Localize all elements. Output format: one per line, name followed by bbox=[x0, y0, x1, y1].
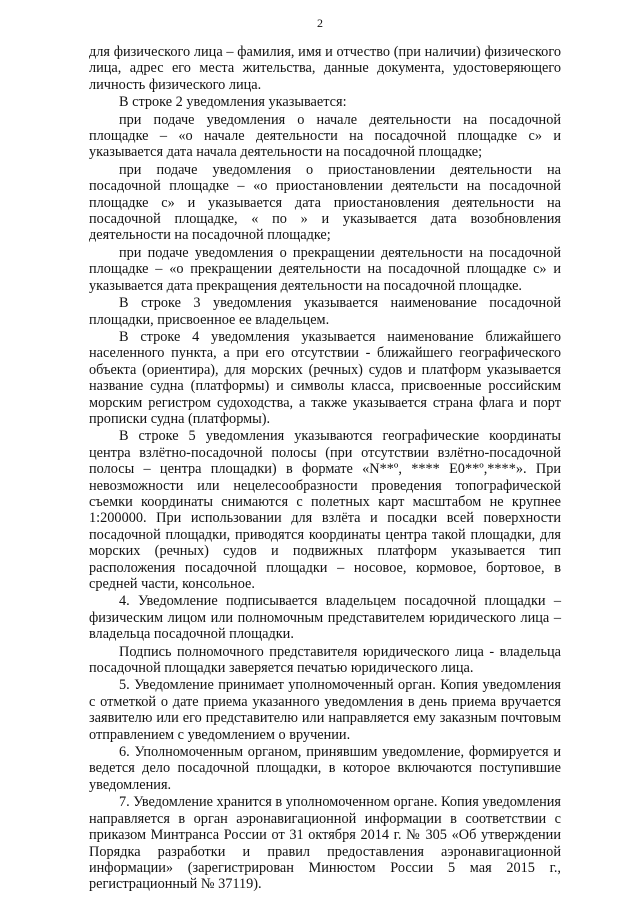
paragraph-line-5: В строке 5 уведомления указываются географические координаты центра взлётно-посадочной полосы (при отсутствии взлётно-посадочной полосы – центра площадки) в формате «N**º, **** E0**º,****». При невозможности или нецелесообразности проведения топографической съемки координаты снимаются с полетных карт масштабом не крупнее 1:200000. При использовании для взлёта и посадки всей поверхности посадочной площадки, приводятся координаты центра такой площадки, для морских (речных) судов и подвижных платформ указывается тип расположения посадочной площадки – носовое, кормовое, бортовое, в средней части, консольное. bbox=[89, 428, 561, 592]
paragraph-line-2-suspend: при подаче уведомления о приостановлении деятельности на посадочной площадке – «о приостановлении деятельсти на посадочной площадке с» и указывается дата приостановления деятельности на посадочной площадке, « по » и указывается дата возобновления деятельности на посадочной площадке; bbox=[89, 161, 561, 244]
paragraph-item-5: 5. Уведомление принимает уполномоченный орган. Копия уведомления с отметкой о дате приема указанного уведомления в день приема вручается заявителю или его представителю или направляется ему заказным почтовым отправлением с уведомлением о вручении. bbox=[89, 677, 561, 743]
paragraph-item-4: 4. Уведомление подписывается владельцем посадочной площадки – физическим лицом или полномочным представителем юридического лица – владельца посадочной площадки. bbox=[89, 593, 561, 643]
paragraph-line-2-intro: В строке 2 уведомления указывается: bbox=[119, 94, 347, 111]
paragraph-item-7: 7. Уведомление хранится в уполномоченном органе. Копия уведомления направляется в орган аэронавигационной информации в соответствии с приказом Минтранса России от 31 октября 2014 г. № 305 «Об утверждении Порядка разработки и правил предоставления аэронавигационной информации» (зарегистрирован Минюстом России 5 мая 2015 г., регистрационный № 37119). bbox=[89, 794, 561, 893]
paragraph-line-2-terminate: при подаче уведомления о прекращении деятельности на посадочной площадке – «о прекращении деятельности на посадочной площадке с» и указывается дата прекращения деятельности на посадочной площадке. bbox=[89, 244, 561, 294]
document-body bbox=[89, 44, 561, 894]
paragraph-signature: Подпись полномочного представителя юридического лица - владельца посадочной площадки заверяется печатью юридического лица. bbox=[89, 643, 561, 677]
paragraph-applicant-individual: для физического лица – фамилия, имя и отчество (при наличии) физического лица, адрес его места жительства, данные документа, удостоверяющего личность физического лица. bbox=[89, 44, 561, 93]
page-number: 2 bbox=[317, 16, 323, 30]
paragraph-item-6: 6. Уполномоченным органом, принявшим уведомление, формируется и ведется дело посадочной площадки, в которое включаются поступившие уведомления. bbox=[89, 744, 561, 793]
paragraph-line-4: В строке 4 уведомления указывается наименование ближайшего населенного пункта, а при его отсутствии - ближайшего географического объекта (ориентира), для морских (речных) судов и платформ указывается название судна (платформы) и символы класса, присвоенные российским морским регистром судоходства, а также указывается страна флага и порт прописки судна (платформы). bbox=[89, 328, 561, 427]
paragraph-line-2-start: при подаче уведомления о начале деятельности на посадочной площадке – «о начале деятельности на посадочной площадке с» и указывается дата начала деятельности на посадочной площадке; bbox=[89, 111, 561, 161]
paragraph-line-3: В строке 3 уведомления указывается наименование посадочной площадки, присвоенное ее владельцем. bbox=[89, 295, 561, 328]
